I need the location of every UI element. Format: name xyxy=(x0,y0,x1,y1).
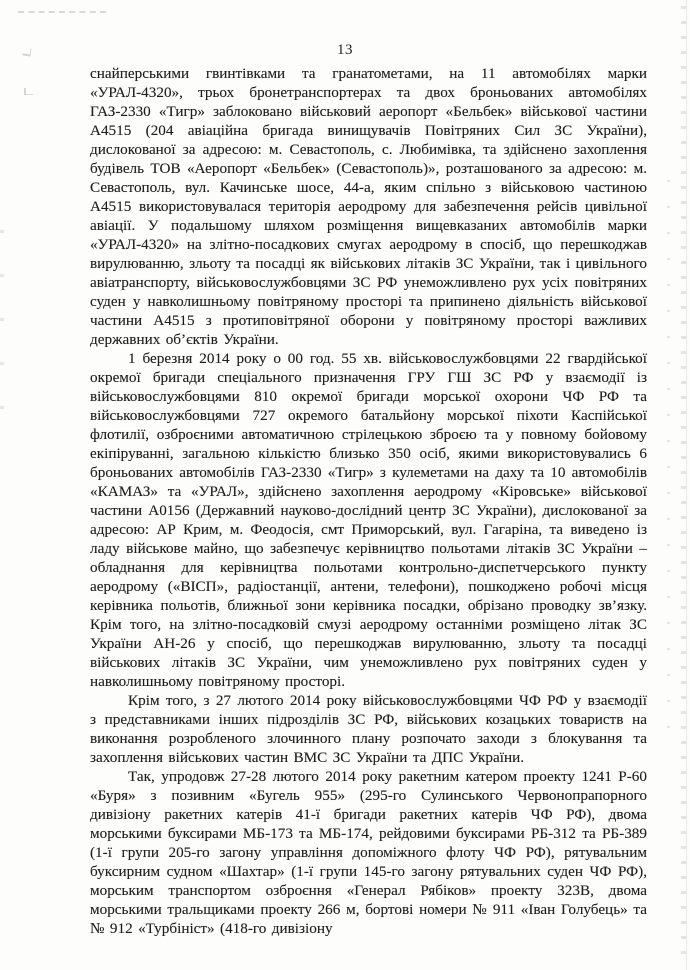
paragraph: Крім того, з 27 лютого 2014 року військовослужбовцями ЧФ РФ у взаємодії з представниками інших підрозділів ЗС РФ, військових козацьких товариств на виконання розробленого злочинного плану розпочато заходи з блокування та захоплення військових частин ВМС ЗС України та ДПС України. xyxy=(90,692,647,766)
document-body xyxy=(90,64,647,938)
scan-artifact-left-smudge xyxy=(0,230,4,420)
scan-artifact-right-edge-line xyxy=(686,0,687,970)
paragraph: 1 березня 2014 року о 00 год. 55 хв. військовослужбовцями 22 гвардійської окремої бригади спеціального призначення ГРУ ГШ ЗС РФ у взаємодії із військовослужбовцями 810 окремої бригади морської охорони ЧФ РФ та військовослужбовцями 727 окремого батальйону морської піхоти Каспійської флотилії, озброєними автоматичною стрілецькою зброєю та у повному бойовому екіпіруванні, загальною кількістю близько 350 осіб, якими використовувались 6 броньованих автомобілів ГАЗ-2330 «Тигр» з кулеметами на даху та 10 автомобілів «КАМАЗ» та «УРАЛ», здійснено захоплення аеродрому «Кіровське» військової частини А0156 (Державний науково-дослідний центр ЗС України), дислокованої за адресою: АР Крим, м. Феодосія, смт Приморський, вул. Гагаріна, та виведено із ладу військове майно, що забезпечує керівництво польотами літаків ЗС України – обладнання для керівництва польотами контрольно-диспетчерського пункту аеродрому («ВІСП», радіостанції, антени, телефони), пошкоджено робочі місця керівника польотів, ближньої зони керівника посадки, обрізано проводку зв’язку. Крім того, на злітно-посадковій смузі аеродрому останніми розміщено літак ЗС України АН-26 у спосіб, що перешкоджав вирулюванню, зльоту та посадці військових літаків ЗС України, чим унеможливлено рух повітряних суден у навколишньому повітряному просторі. xyxy=(90,350,647,690)
scan-artifact-right-edge-dashes xyxy=(681,6,686,964)
paragraph: снайперськими гвинтівками та гранатометами, на 11 автомобілях марки «УРАЛ-4320», трьох бронетранспортерах та двох броньованих автомобілях ГАЗ-2330 «Тигр» заблоковано військовий аеропорт «Бельбек» військової частини А4515 (204 авіаційна бригада винищувачів Повітряних Сил ЗС України), дислокованої за адресою: м. Севастополь, с. Любимівка, та здійснено захоплення будівель ТОВ «Аеропорт «Бельбек» (Севастополь)», розташованого за адресою: м. Севастополь, вул. Качинське шосе, 44-а, яким спільно з військовою частиною А4515 використовувалася територія аеродрому для забезпечення рейсів цивільної авіації. У подальшому шляхом розміщення вищевказаних автомобілів марки «УРАЛ-4320» на злітно-посадкових смугах аеродрому в спосіб, що перешкоджав вирулюванню, зльоту та посадці як військових літаків ЗС України, так і цивільного авіатранспорту, військовослужбовцями ЗС РФ унеможливлено рух усіх повітряних суден у навколишньому повітряному просторі та припинено діяльність військової частини А4515 з протиповітряної оборони у повітряному просторі важливих державних об’єктів України. xyxy=(90,65,647,348)
scan-artifact-top-dotted-line xyxy=(18,11,106,13)
paragraph: Так, упродовж 27-28 лютого 2014 року ракетним катером проекту 1241 Р-60 «Буря» з позивним «Бугель 955» (295-го Сулинського Червонопрапорного дивізіону ракетних катерів 41-ї бригади ракетних катерів ЧФ РФ), двома морськими буксирами МБ-173 та МБ-174, рейдовими буксирами РБ-312 та РБ-389 (1-ї групи 205-го загону управління допоміжного флоту ЧФ РФ), рятувальним буксирним судном «Шахтар» (1-ї групи 145-го загону рятувальних суден ЧФ РФ), морським транспортом озброєння «Генерал Рябіков» проекту 323В, двома морськими тральщиками проекту 266 м, бортові номери № 911 «Іван Голубець» та № 912 «Турбініст» (418-го дивізіону xyxy=(90,768,647,937)
scan-artifact-left-mark xyxy=(24,88,33,95)
page-number: 13 xyxy=(337,42,353,58)
scan-artifact-right-inner-dashes xyxy=(667,180,670,740)
